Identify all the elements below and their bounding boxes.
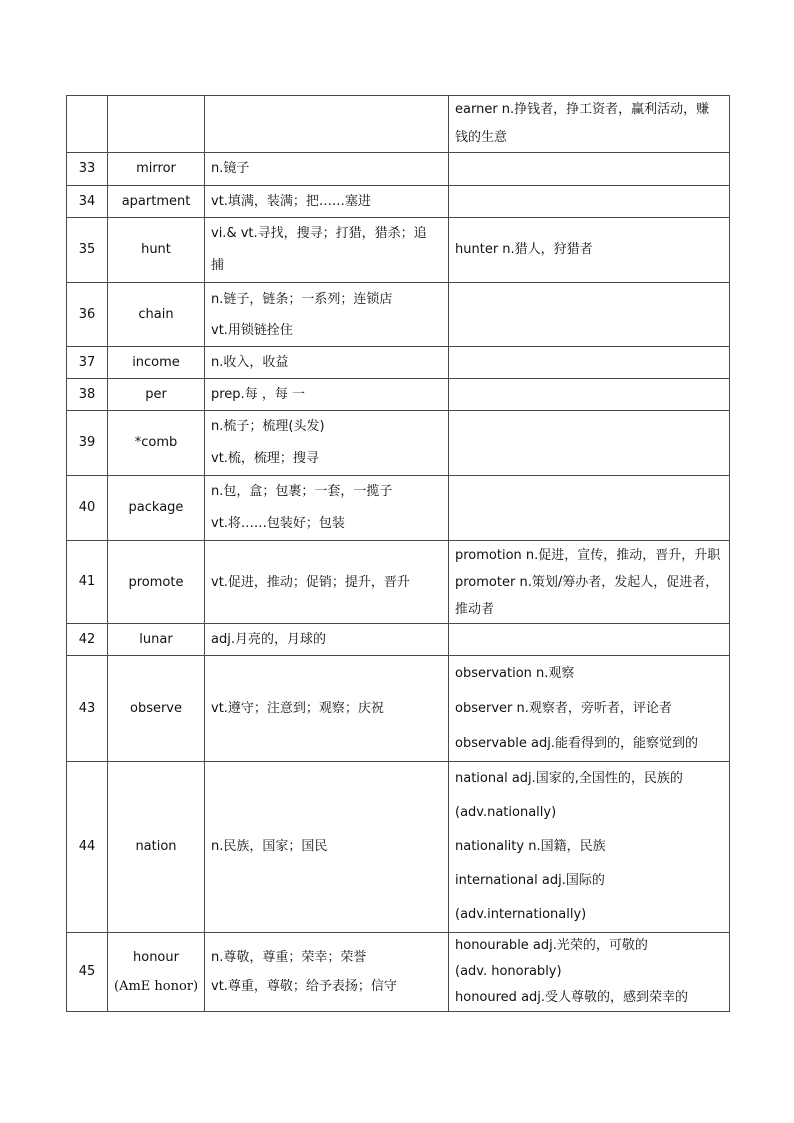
meaning-cell <box>205 96 449 153</box>
derivatives-cell <box>449 933 730 1012</box>
table-row <box>67 96 730 153</box>
row-number-cell <box>67 218 108 283</box>
derivatives-cell <box>449 96 730 153</box>
derivatives-cell <box>449 656 730 762</box>
vocabulary-table-body <box>67 96 730 1012</box>
derivative-line: (adv. honorably) <box>455 964 562 979</box>
row-number-cell <box>67 347 108 379</box>
meaning-cell <box>205 379 449 411</box>
word-cell <box>108 347 205 379</box>
derivatives-cell <box>449 218 730 283</box>
meaning-cell <box>205 476 449 541</box>
derivative-line: hunter n.猎人，狩猎者 <box>455 242 593 257</box>
word-cell <box>108 186 205 218</box>
row-number: 38 <box>78 386 96 402</box>
row-number-cell <box>67 624 108 656</box>
derivative-line: nationality n.国籍，民族 <box>455 839 606 854</box>
headword: per <box>145 386 167 402</box>
headword: income <box>132 354 180 370</box>
derivatives-cell <box>449 476 730 541</box>
meaning-line: n.梳子；梳理(头发) <box>211 419 325 434</box>
derivative-line: national adj.国家的,全国性的，民族的 <box>455 771 683 786</box>
table-row <box>67 153 730 186</box>
row-number: 40 <box>78 500 96 515</box>
table-row <box>67 379 730 411</box>
meaning-cell <box>205 933 449 1012</box>
row-number: 39 <box>78 435 96 450</box>
meaning-line: adj.月亮的，月球的 <box>211 631 326 647</box>
headword: observe <box>129 701 182 716</box>
derivative-line: (adv.nationally) <box>455 805 557 820</box>
derivative-line: honoured adj.受人尊敬的，感到荣幸的 <box>455 990 689 1005</box>
meaning-line: vt.尊重，尊敬；给予表扬；信守 <box>211 979 397 994</box>
meaning-line: prep.每 ，每 一 <box>211 386 305 402</box>
row-number: 33 <box>78 161 96 176</box>
headword: nation <box>135 839 177 854</box>
word-cell <box>108 218 205 283</box>
meaning-line: vt.用锁链拴住 <box>211 322 293 338</box>
derivatives-cell <box>449 347 730 379</box>
derivatives-cell <box>449 541 730 624</box>
meaning-line: n.民族，国家；国民 <box>211 839 328 854</box>
table-row <box>67 283 730 347</box>
headword: promote <box>128 574 184 590</box>
derivative-line: earner n.挣钱者，挣工资者，赢利活动，赚 <box>455 102 710 117</box>
row-number: 34 <box>78 193 96 209</box>
meaning-line: vi.& vt.寻找，搜寻；打猎，猎杀；追 <box>211 226 427 241</box>
headword-variant: (AmE honor) <box>114 979 199 994</box>
derivatives-cell <box>449 411 730 476</box>
row-number: 42 <box>78 631 96 647</box>
row-number: 43 <box>78 700 96 716</box>
meaning-line: vt.促进，推动；促销；提升，晋升 <box>211 574 410 590</box>
row-number-cell <box>67 541 108 624</box>
table-row <box>67 476 730 541</box>
word-cell <box>108 624 205 656</box>
row-number-cell <box>67 933 108 1012</box>
word-cell <box>108 411 205 476</box>
row-number: 45 <box>78 964 96 979</box>
headword: hunt <box>141 242 171 257</box>
row-number-cell <box>67 656 108 762</box>
meaning-line: vt.将……包装好；包装 <box>211 516 345 531</box>
table-row <box>67 347 730 379</box>
meaning-line: n.包，盒；包裹；一套，一揽子 <box>211 484 393 499</box>
row-number: 41 <box>78 574 96 589</box>
row-number: 37 <box>78 354 96 370</box>
meaning-cell <box>205 283 449 347</box>
table-row <box>67 656 730 762</box>
row-number-cell <box>67 153 108 186</box>
meaning-cell <box>205 153 449 186</box>
vocabulary-table <box>66 95 730 1012</box>
row-number: 44 <box>78 839 96 854</box>
derivative-line: observable adj.能看得到的，能察觉到的 <box>455 736 698 751</box>
derivative-line: 推动者 <box>455 601 495 617</box>
headword: *comb <box>134 435 178 450</box>
row-number-cell <box>67 411 108 476</box>
derivative-line: (adv.internationally) <box>455 907 587 922</box>
table-row <box>67 541 730 624</box>
word-cell <box>108 283 205 347</box>
meaning-cell <box>205 541 449 624</box>
row-number-cell <box>67 762 108 933</box>
word-cell <box>108 762 205 933</box>
derivatives-cell <box>449 762 730 933</box>
word-cell <box>108 379 205 411</box>
table-row <box>67 218 730 283</box>
table-row <box>67 411 730 476</box>
table-row <box>67 186 730 218</box>
meaning-cell <box>205 656 449 762</box>
meaning-cell <box>205 624 449 656</box>
row-number-cell <box>67 379 108 411</box>
derivative-line: honourable adj.光荣的，可敬的 <box>455 938 648 953</box>
table-row <box>67 624 730 656</box>
row-number: 35 <box>78 242 96 257</box>
meaning-line: n.收入，收益 <box>211 354 289 370</box>
meaning-line: n.尊敬，尊重；荣幸；荣誉 <box>211 950 367 965</box>
row-number-cell <box>67 283 108 347</box>
meaning-line: 捕 <box>211 258 225 273</box>
derivatives-cell <box>449 153 730 186</box>
meaning-line: n.镜子 <box>211 161 250 176</box>
table-row <box>67 762 730 933</box>
headword: package <box>128 500 184 515</box>
derivatives-cell <box>449 283 730 347</box>
row-number: 36 <box>78 306 96 322</box>
headword: mirror <box>136 161 176 176</box>
derivatives-cell <box>449 624 730 656</box>
meaning-cell <box>205 186 449 218</box>
derivative-line: observer n.观察者，旁听者，评论者 <box>455 701 672 716</box>
meaning-line: vt.梳，梳理；搜寻 <box>211 451 319 466</box>
derivative-line: promotion n.促进，宣传，推动，晋升，升职 <box>455 547 721 563</box>
headword: apartment <box>121 193 191 209</box>
headword: lunar <box>139 631 173 647</box>
derivatives-cell <box>449 186 730 218</box>
meaning-cell <box>205 762 449 933</box>
derivative-line: international adj.国际的 <box>455 873 605 888</box>
meaning-line: vt.填满，装满；把……塞进 <box>211 193 371 209</box>
headword: honour <box>133 950 179 965</box>
row-number-cell <box>67 96 108 153</box>
meaning-cell <box>205 411 449 476</box>
row-number-cell <box>67 476 108 541</box>
word-cell <box>108 476 205 541</box>
meaning-cell <box>205 347 449 379</box>
derivatives-cell <box>449 379 730 411</box>
meaning-line: vt.遵守；注意到；观察；庆祝 <box>211 701 384 716</box>
derivative-line: promoter n.策划/筹办者，发起人，促进者， <box>455 574 719 590</box>
word-cell <box>108 153 205 186</box>
derivative-line: 钱的生意 <box>455 130 508 145</box>
row-number-cell <box>67 186 108 218</box>
meaning-cell <box>205 218 449 283</box>
headword: chain <box>138 307 174 322</box>
meaning-line: n.链子，链条；一系列；连锁店 <box>211 291 393 307</box>
word-cell <box>108 656 205 762</box>
table-row <box>67 933 730 1012</box>
word-cell <box>108 933 205 1012</box>
word-cell <box>108 96 205 153</box>
derivative-line: observation n.观察 <box>455 666 575 681</box>
word-cell <box>108 541 205 624</box>
